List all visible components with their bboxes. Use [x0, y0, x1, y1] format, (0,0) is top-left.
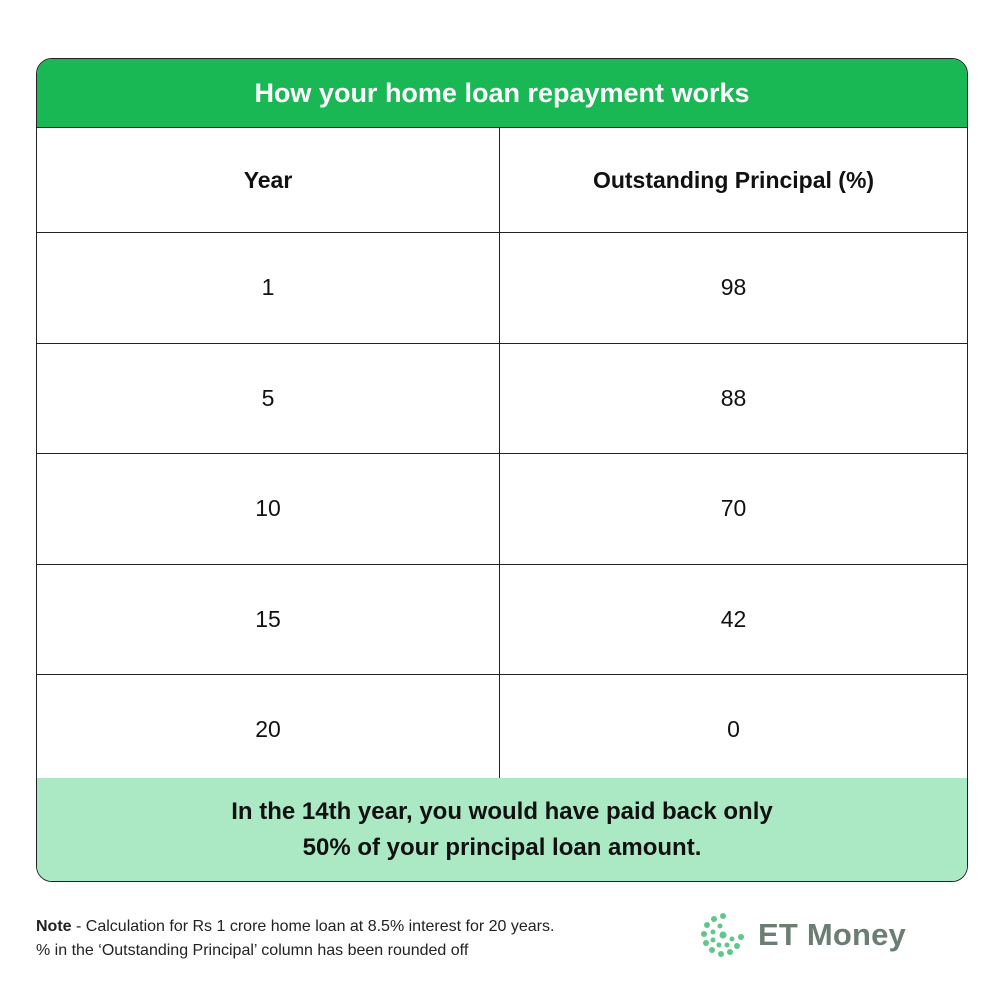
outstanding-cell: 88 — [500, 343, 968, 454]
note-text-2: % in the ‘Outstanding Principal’ column has been rounded off — [36, 942, 469, 959]
outstanding-cell: 98 — [500, 233, 968, 344]
year-cell: 1 — [37, 233, 500, 344]
table-row — [37, 675, 967, 786]
table-row — [37, 233, 967, 344]
note-label: Note — [36, 918, 72, 935]
year-cell: 15 — [37, 564, 500, 675]
table-header-row — [37, 128, 967, 233]
highlight-line-2: 50% of your principal loan amount. — [302, 833, 702, 861]
year-cell: 20 — [37, 675, 500, 786]
card-title: How your home loan repayment works — [37, 59, 967, 128]
table-row — [37, 454, 967, 565]
highlight-line-1: In the 14th year, you would have paid back only — [231, 797, 773, 825]
repayment-table — [37, 128, 967, 786]
et-money-logo-icon — [698, 910, 748, 960]
footnote-line-1 — [36, 915, 554, 939]
note-text-1: - Calculation for Rs 1 crore home loan at 8.5% interest for 20 years. — [71, 918, 555, 935]
highlight-callout — [37, 778, 967, 881]
outstanding-cell: 70 — [500, 454, 968, 565]
outstanding-cell: 0 — [500, 675, 968, 786]
footnote — [36, 915, 554, 963]
loan-table-card — [36, 58, 968, 882]
year-cell: 10 — [37, 454, 500, 565]
table-row — [37, 343, 967, 454]
brand-logo — [698, 910, 906, 960]
year-cell: 5 — [37, 343, 500, 454]
column-header-year: Year — [37, 128, 500, 233]
outstanding-cell: 42 — [500, 564, 968, 675]
table-row — [37, 564, 967, 675]
brand-name: ET Money — [758, 917, 907, 952]
column-header-outstanding: Outstanding Principal (%) — [500, 128, 968, 233]
